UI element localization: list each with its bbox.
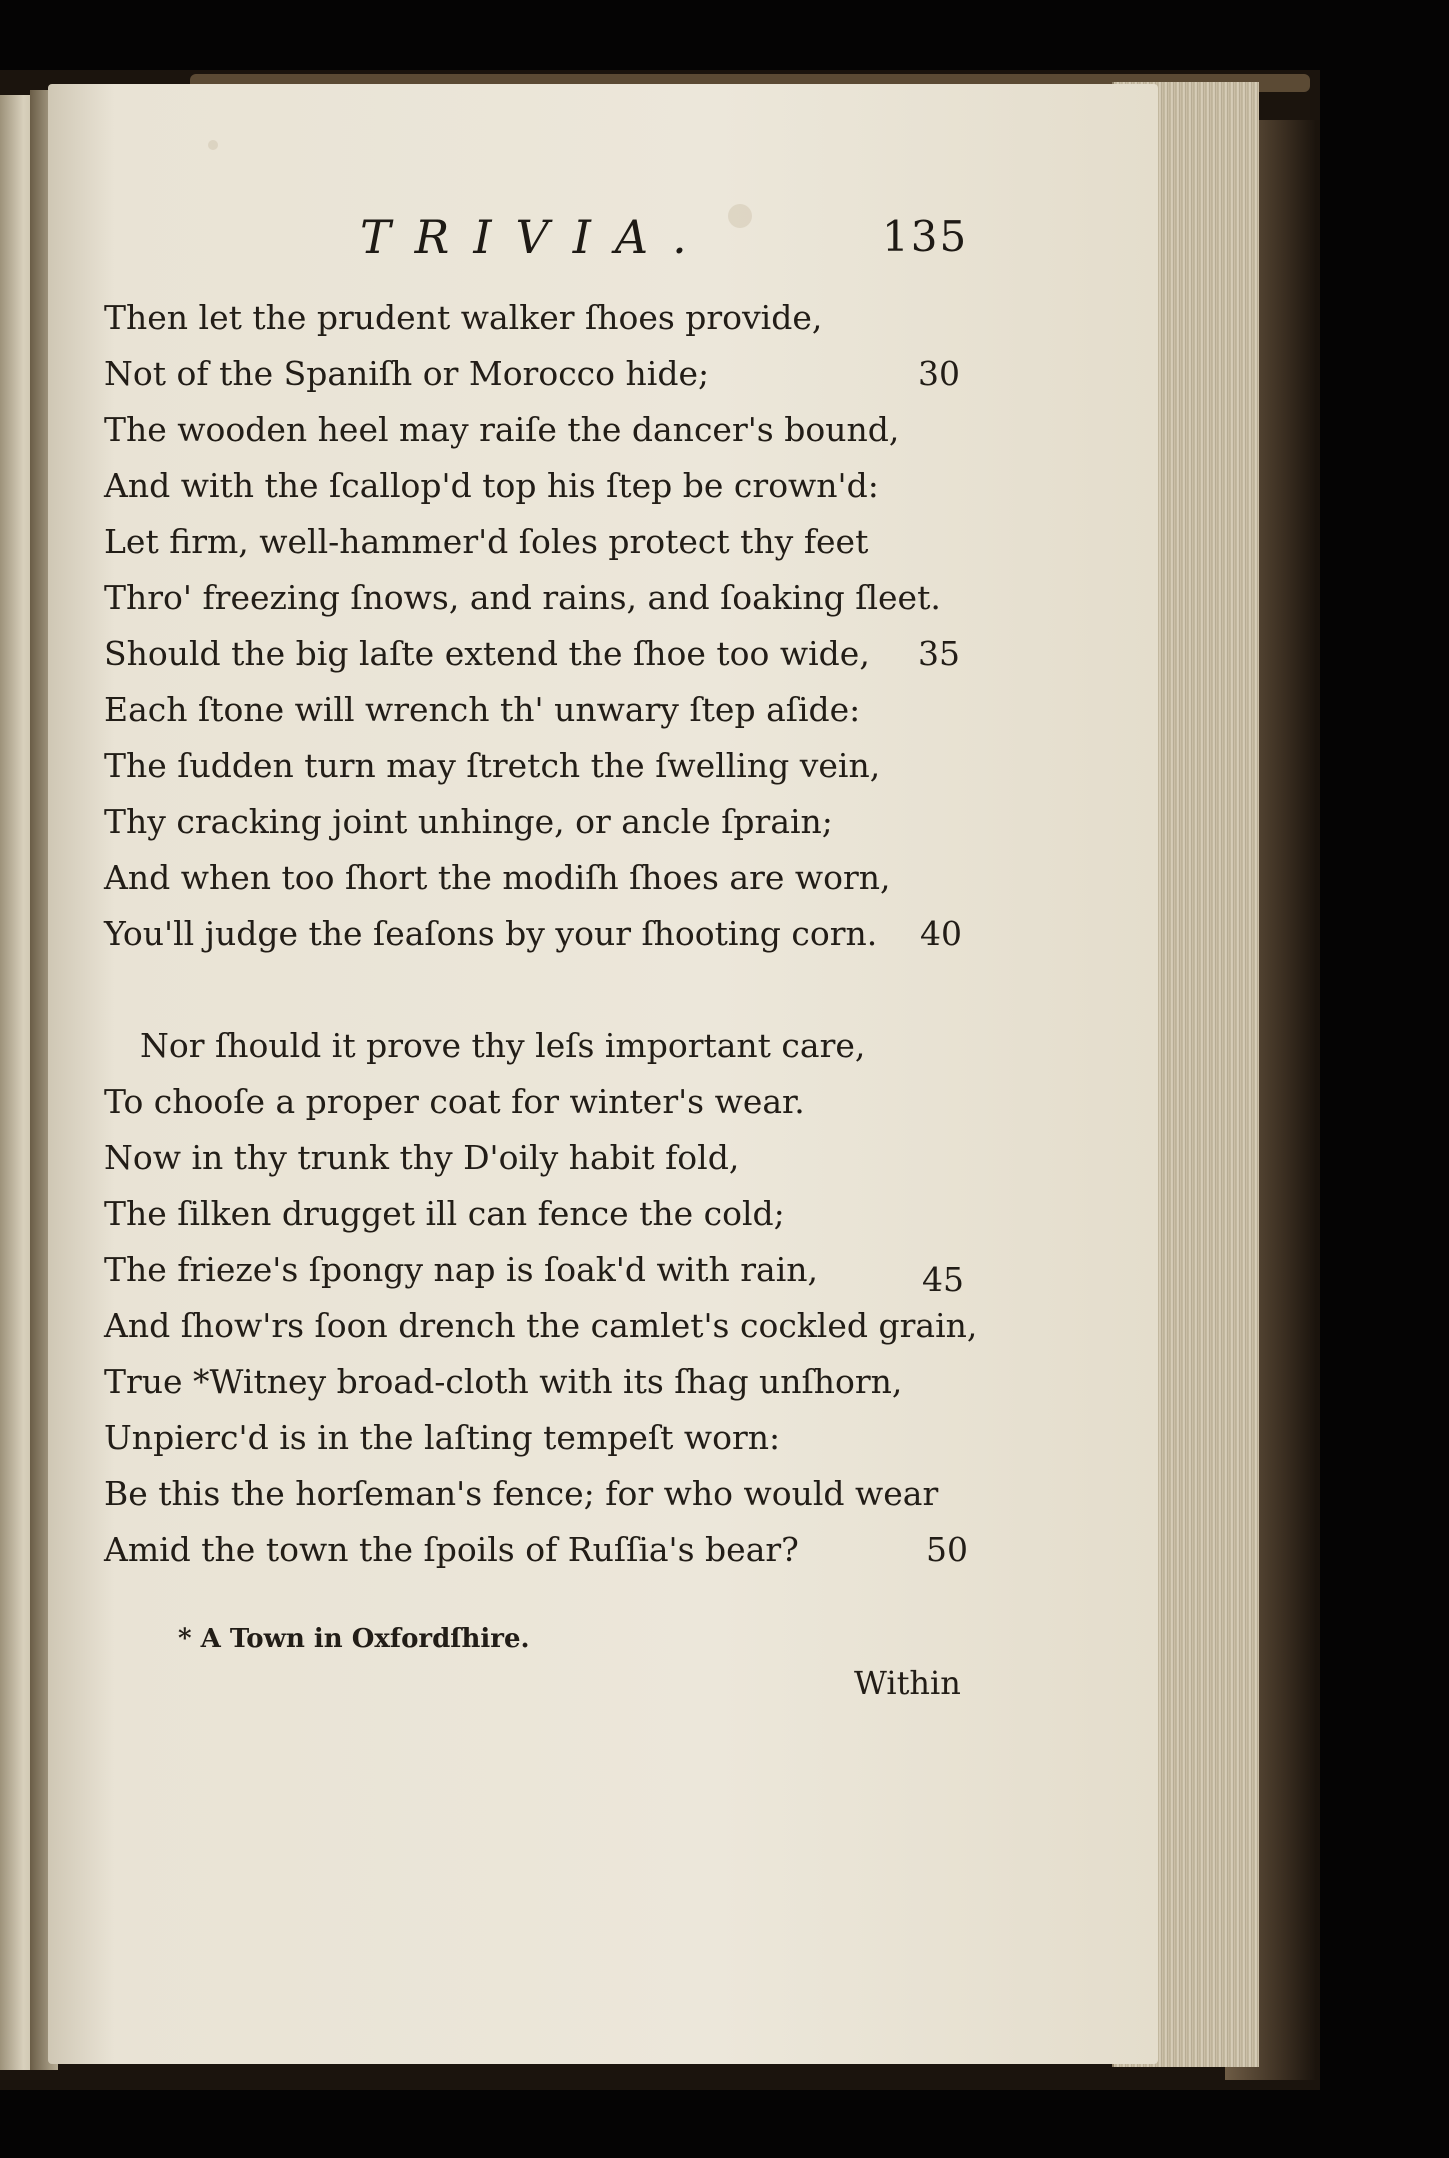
catchword: Within (854, 1664, 961, 1702)
line-number: 45 (922, 1260, 964, 1299)
verse-line: Not of the Spaniſh or Morocco hide; (104, 354, 710, 393)
verse-line: True *Witney broad-cloth with its ſhag unſhorn, (104, 1362, 903, 1401)
verse-line: The ſudden turn may ſtretch the ſwelling vein, (104, 746, 881, 785)
verse-line: To chooſe a proper coat for winter's wear. (104, 1082, 805, 1121)
verse-line: And ſhow'rs ſoon drench the camlet's cockled grain, (104, 1306, 978, 1345)
line-number: 35 (918, 634, 960, 673)
book-page (48, 84, 1158, 2064)
line-number: 50 (926, 1530, 968, 1569)
line-number: 30 (918, 354, 960, 393)
verse-line: Unpierc'd is in the laſting tempeſt worn: (104, 1418, 781, 1457)
page-number: 135 (882, 212, 969, 261)
verse-line: Now in thy trunk thy D'oily habit fold, (104, 1138, 740, 1177)
verse-line: Nor ſhould it prove thy leſs important care, (140, 1026, 866, 1065)
verse-line: You'll judge the ſeaſons by your ſhooting corn. (104, 914, 878, 953)
verse-line: And with the ſcallop'd top his ſtep be crown'd: (104, 466, 879, 505)
verse-line: Amid the town the ſpoils of Ruſſia's bear? (104, 1530, 799, 1569)
verse-line: And when too ſhort the modiſh ſhoes are worn, (104, 858, 891, 897)
verse-line: Each ſtone will wrench th' unwary ſtep aſide: (104, 690, 861, 729)
verse-line: Thy cracking joint unhinge, or ancle ſprain; (104, 802, 833, 841)
verse-line: Then let the prudent walker ſhoes provide, (104, 298, 823, 337)
running-head: TRIVIA. (360, 210, 711, 264)
verse-line: Let firm, well-hammer'd ſoles protect thy feet (104, 522, 869, 561)
verse-line: The frieze's ſpongy nap is ſoak'd with rain, (104, 1250, 818, 1289)
verse-line: Should the big laſte extend the ſhoe too wide, (104, 634, 870, 673)
line-number: 40 (920, 914, 962, 953)
footnote: * A Town in Oxfordſhire. (178, 1624, 530, 1654)
verse-line: The ſilken drugget ill can fence the cold; (104, 1194, 785, 1233)
paper-stain (728, 204, 752, 228)
verse-line: Thro' freezing ſnows, and rains, and ſoaking ſleet. (104, 578, 941, 617)
verse-line: The wooden heel may raiſe the dancer's bound, (104, 410, 900, 449)
verse-line: Be this the horſeman's fence; for who would wear (104, 1474, 939, 1513)
paper-stain (208, 140, 218, 150)
